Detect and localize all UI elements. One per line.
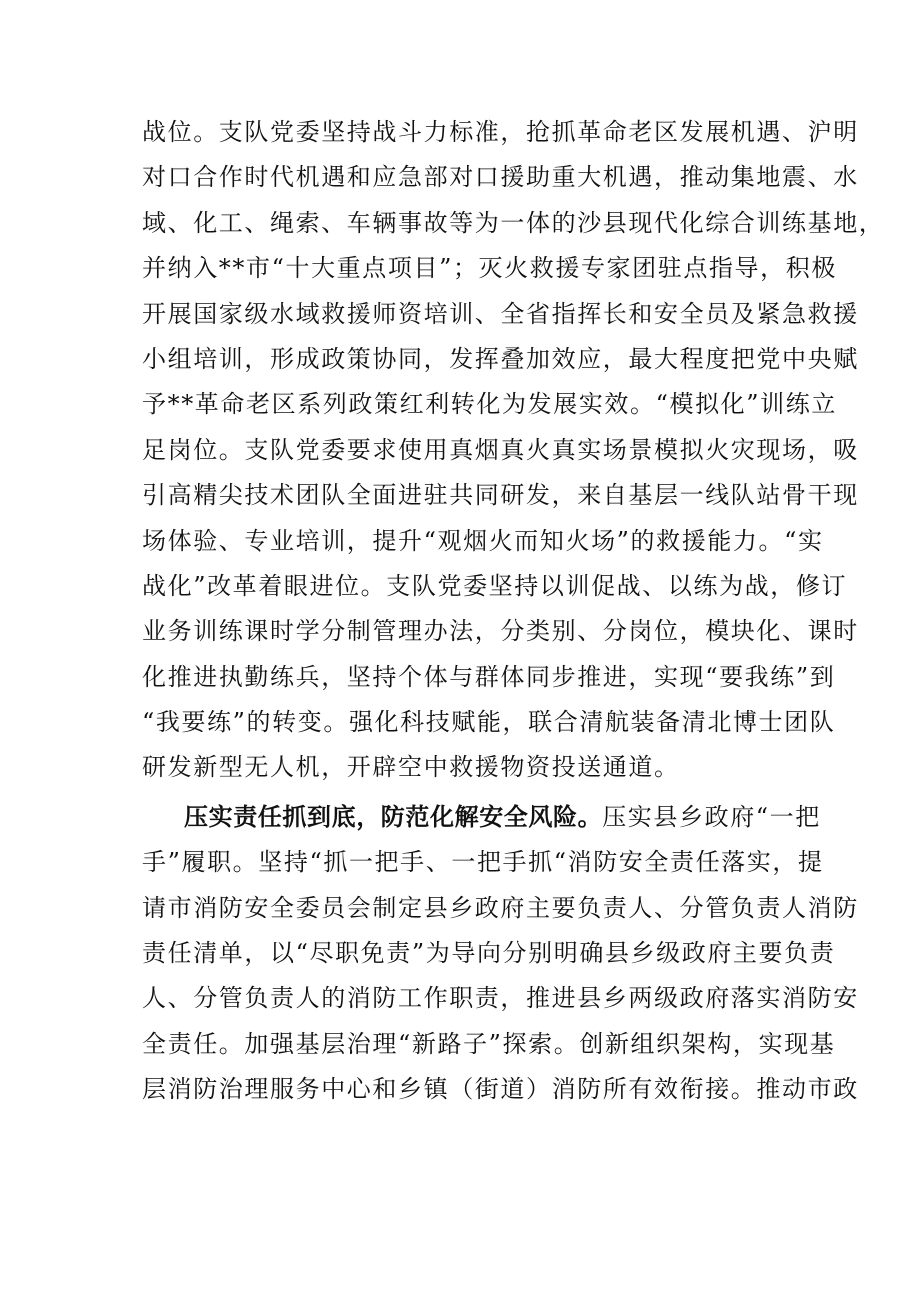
text-line: 手”履职。坚持“抓一把手、一把手抓“消防安全责任落实，提 [142,848,824,877]
text-line: 战位。支队党委坚持战斗力标准，抢抓革命老区发展机遇、沪明 [142,118,859,146]
text-span: 压实县乡政府“一把 [602,802,821,831]
text-line: 足岗位。支队党委要求使用真烟真火真实场景模拟火灾现场，吸 [142,435,859,464]
text-line: 域、化工、绳索、车辆事故等为一体的沙县现代化综合训练基地， [142,208,885,237]
body-text [142,110,885,1113]
text-line: 全责任。加强基层治理“新路子”探索。创新组织架构，实现基 [142,1029,836,1058]
text-line: 开展国家级水域救援师资培训、全省指挥长和安全员及紧急救援 [142,299,859,328]
paragraph-2 [142,795,859,1113]
paragraph-first-line [142,795,822,840]
text-line: 战化”改革着眼进位。支队党委坚持以训促战、以练为战，修订 [142,571,848,600]
text-line: 请市消防安全委员会制定县乡政府主要负责人、分管负责人消防 [142,893,859,922]
text-line: 人、分管负责人的消防工作职责，推进县乡两级政府落实消防安 [142,984,859,1013]
text-line: 责任清单，以“尽职免责”为导向分别明确县乡级政府主要负责 [142,939,836,968]
text-line: 小组培训，形成政策协同，发挥叠加效应，最大程度把党中央赋 [142,344,859,373]
text-line: 对口合作时代机遇和应急部对口援助重大机遇，推动集地震、水 [142,163,859,192]
text-line: “我要练”的转变。强化科技赋能，联合清航装备清北博士团队 [142,708,836,737]
text-line: 场体验、专业培训，提升“观烟火而知火场”的救援能力。“实 [142,526,824,555]
paragraph-heading: 压实责任抓到底，防范化解安全风险。 [184,802,603,831]
text-line: 予**革命老区系列政策红利转化为发展实效。“模拟化”训练立 [142,390,837,419]
text-line: 层消防治理服务中心和乡镇（街道）消防所有效衔接。推动市政 [142,1075,859,1104]
text-line: 化推进执勤练兵，坚持个体与群体同步推进，实现“要我练”到 [142,662,836,691]
text-line: 业务训练课时学分制管理办法，分类别、分岗位，模块化、课时 [142,617,859,646]
text-line: 引高精尖技术团队全面进驻共同研发，来自基层一线队站骨干现 [142,481,859,510]
text-line: 并纳入**市“十大重点项目”；灭火救援专家团驻点指导，积极 [142,254,837,283]
text-line: 研发新型无人机，开辟空中救援物资投送通道。 [142,753,680,782]
paragraph-1 [142,110,885,791]
